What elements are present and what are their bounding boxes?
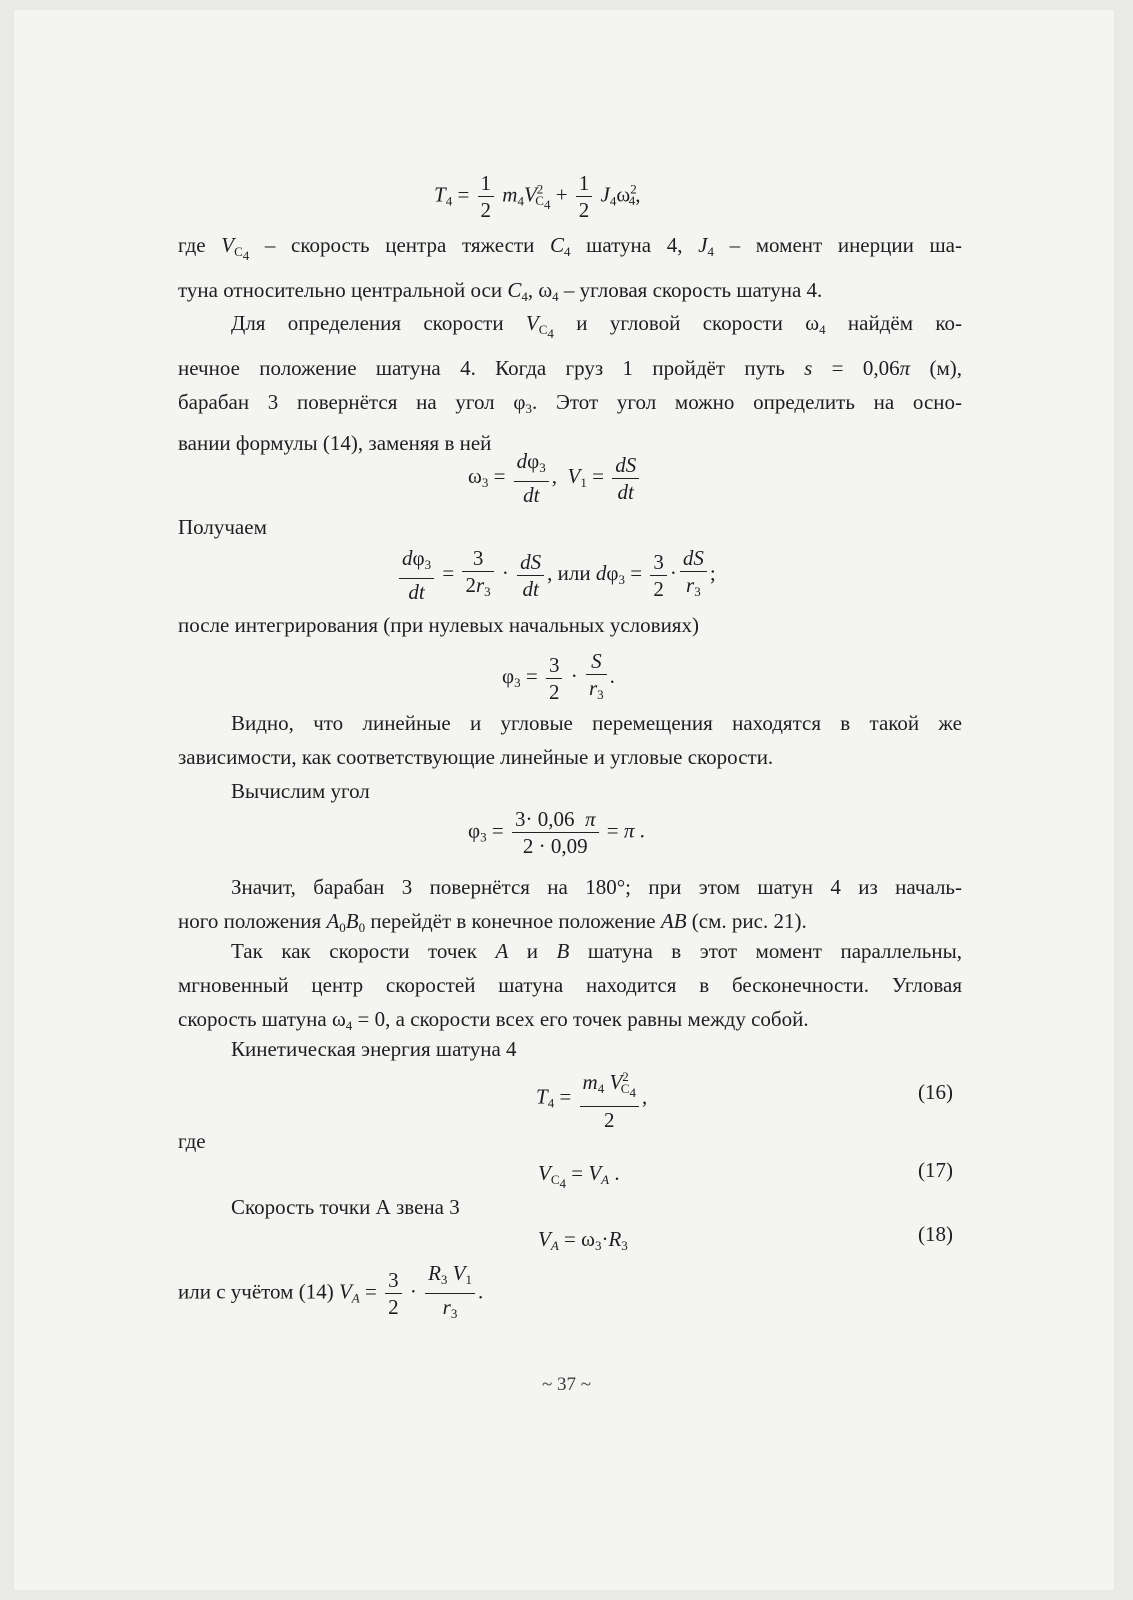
text-posle-integrirovaniya: после интегрирования (при нулевых начальных условиях) xyxy=(178,613,699,637)
text-poluchaem: Получаем xyxy=(178,515,267,539)
formula-angle-integrated: $\varphi_3$ = $\frac{3}{2}$ · $\frac{S}{r_3}$ . xyxy=(502,649,615,704)
formula-17: $V_{C_4} = V_A$ . xyxy=(538,1161,620,1191)
formula-kinetic-energy-general: $T_4$ = $\frac{1}{2}$ $m_4V^2_{C_4}$ + $\frac{1}{2}$ $J_4\omega^2_4$, xyxy=(434,171,641,222)
paragraph-vidno: Видно, что линейные и угловые перемещения находятся в такой же зависимости, как соответствующие линейные и угловые скорости. Вычислим угол xyxy=(178,711,962,803)
equation-number-17: (17) xyxy=(918,1158,953,1182)
paragraph-final-position: Для определения скорости $V_{C_4}$ и угловой скорости $\omega_4$ найдём ко- нечное положение шатуна 4. Когда груз 1 пройдёт путь s = 0,06π (м), барабан 3 повернётся на угол $\varphi_3$. Этот угол можно определить на осно- вании формулы (14), заменяя в ней xyxy=(178,311,962,455)
paragraph-tak-kak: Так как скорости точек A и B шатуна в этот момент параллельны, мгновенный центр скоростей шатуна находится в бесконечности. Угловая скорость шатуна $\omega_4 = 0$, а скорости всех его точек равны между собой. xyxy=(178,939,962,1033)
paragraph-definitions: где $V_{C_4}$ – скорость центра тяжести $C_4$ шатуна 4, $J_4$ – момент инерции ша- туна относительно центральной оси $C_4$, $\omega_4$ – угловая скорость шатуна 4. xyxy=(178,233,962,304)
page-number: ~ 37 ~ xyxy=(541,1374,592,1395)
text-kineticheskaya-energiya: Кинетическая энергия шатуна 4 xyxy=(231,1037,517,1061)
formula-va-with-14: или с учётом (14) $V_A$ = $\frac{3}{2}$ · $\frac{R_3 V_1}{r_3}$ . xyxy=(178,1261,484,1321)
text-skorost-tochki: Скорость точки А звена 3 xyxy=(231,1195,460,1219)
equation-number-18: (18) xyxy=(918,1222,953,1246)
text-gde-2: где xyxy=(178,1129,206,1153)
equation-number-16: (16) xyxy=(918,1080,953,1104)
formula-angular-velocity-definitions: $\omega_3$ = $\frac{d\varphi_3}{dt}$ , $V_1$ = $\frac{dS}{dt}$ xyxy=(468,448,642,508)
formula-angle-value: $\varphi_3$ = $\frac{3\cdot 0,06 \pi}{2 \cdot 0,09}$ = π . xyxy=(468,807,645,858)
formula-18: $V_A = \omega_3\cdot R_3$ xyxy=(538,1227,628,1253)
paragraph-znachit: Значит, барабан 3 повернётся на 180°; при этом шатун 4 из началь- ного положения $A_0B_0$ перейдёт в конечное положение AB (см. рис. 21). xyxy=(178,875,963,935)
formula-angular-differential: $\frac{d\varphi_3}{dt}$ = $\frac{3}{2r_3}$ · $\frac{dS}{dt}$ , или $d\varphi_3$ = $\frac{3}{2}$ · $\frac{dS}{r_3}$ ; xyxy=(396,545,716,605)
formula-16: $T_4$ = $\frac{m_4 V^2_{C_4}}{2}$ , xyxy=(536,1064,647,1133)
